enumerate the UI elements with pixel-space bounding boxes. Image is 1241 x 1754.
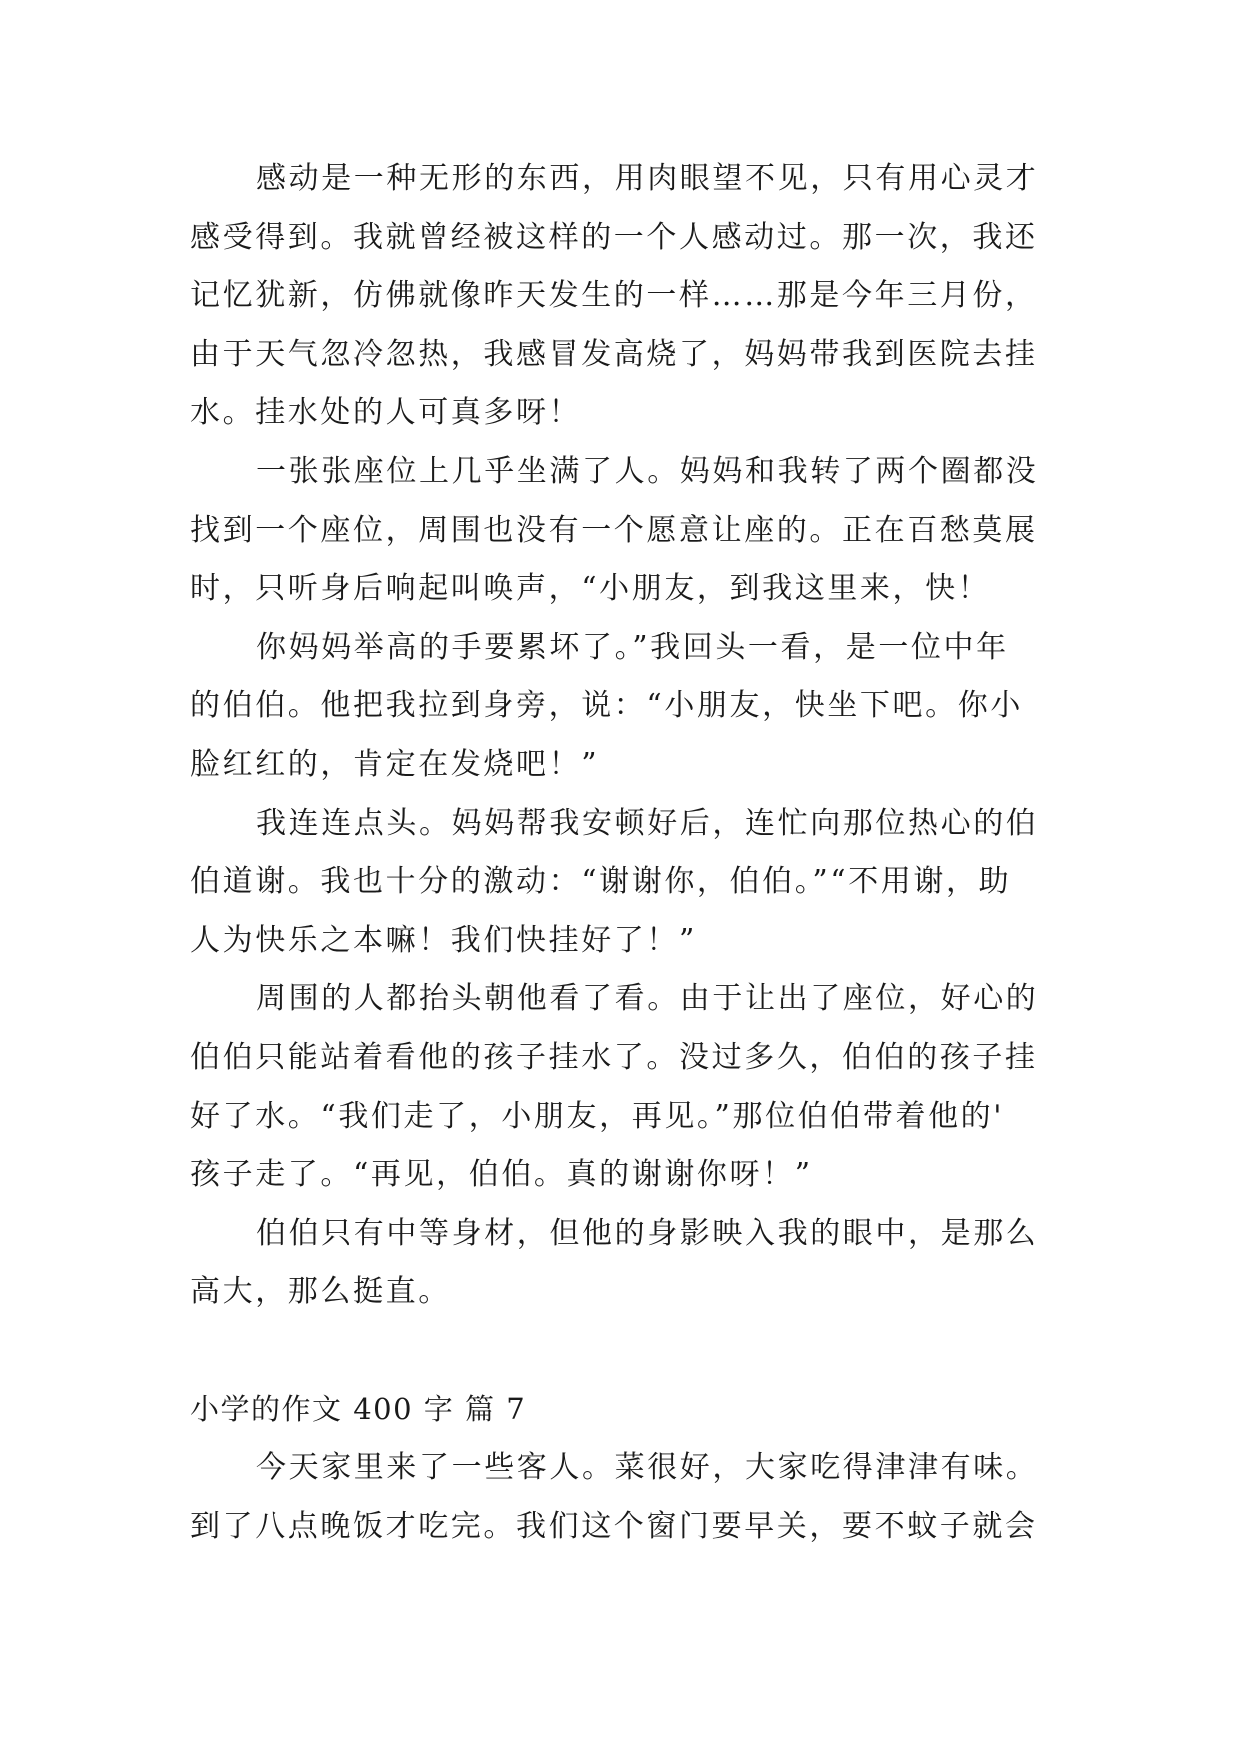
text-line: 孩子走了。“再见，伯伯。真的谢谢你呀！” [190, 1157, 813, 1193]
text-line: 由于天气忽冷忽热，我感冒发高烧了，妈妈带我到医院去挂 [190, 336, 1038, 372]
section-paragraph-1 [190, 1439, 1070, 1556]
paragraph-4 [190, 795, 1070, 971]
text-line: 人为快乐之本嘛！我们快挂好了！” [190, 922, 697, 958]
text-line: 你妈妈举高的手要累坏了。”我回头一看，是一位中年 [256, 629, 1009, 665]
text-line: 记忆犹新，仿佛就像昨天发生的一样……那是今年三月份， [190, 278, 1038, 314]
text-line: 好了水。“我们走了，小朋友，再见。”那位伯伯带着他的' [190, 1098, 1005, 1134]
section-7 [190, 1380, 1070, 1556]
text-line: 我连连点头。妈妈帮我安顿好后，连忙向那位热心的伯 [256, 805, 1039, 841]
text-line: 感动是一种无形的东西，用肉眼望不见，只有用心灵才 [256, 161, 1039, 196]
text-line: 今天家里来了一些客人。菜很好，大家吃得津津有味。 [256, 1450, 1039, 1486]
section-spacer [190, 1322, 1070, 1381]
text-line: 高大，那么挺直。 [190, 1274, 451, 1310]
paragraph-3 [190, 619, 1070, 795]
section-heading: 小学的作文 400 字 篇 7 [190, 1392, 527, 1427]
document-page [190, 150, 1070, 1556]
text-line: 伯伯只有中等身材，但他的身影映入我的眼中，是那么 [256, 1215, 1039, 1251]
text-line: 水。挂水处的人可真多呀！ [190, 395, 582, 431]
paragraph-2 [190, 443, 1070, 619]
essay-body [190, 150, 1070, 1322]
text-line: 周围的人都抬头朝他看了看。由于让出了座位，好心的 [256, 981, 1039, 1017]
text-line: 伯伯只能站着看他的孩子挂水了。没过多久，伯伯的孩子挂 [190, 1039, 1038, 1075]
paragraph-1 [190, 150, 1070, 443]
paragraph-6 [190, 1205, 1070, 1322]
text-line: 时，只听身后响起叫唤声，“小朋友，到我这里来，快！ [190, 571, 991, 607]
text-line: 到了八点晚饭才吃完。我们这个窗门要早关，要不蚊子就会 [190, 1508, 1038, 1544]
text-line: 感受得到。我就曾经被这样的一个人感动过。那一次，我还 [190, 219, 1038, 255]
text-line: 找到一个座位，周围也没有一个愿意让座的。正在百愁莫展 [190, 512, 1038, 548]
text-line: 伯道谢。我也十分的激动：“谢谢你，伯伯。”“不用谢，助 [190, 864, 1012, 900]
text-line: 一张张座位上几乎坐满了人。妈妈和我转了两个圈都没 [256, 453, 1039, 489]
text-line: 的伯伯。他把我拉到身旁，说：“小朋友，快坐下吧。你小 [190, 688, 1023, 724]
text-line: 脸红红的，肯定在发烧吧！” [190, 746, 600, 782]
paragraph-5 [190, 970, 1070, 1204]
